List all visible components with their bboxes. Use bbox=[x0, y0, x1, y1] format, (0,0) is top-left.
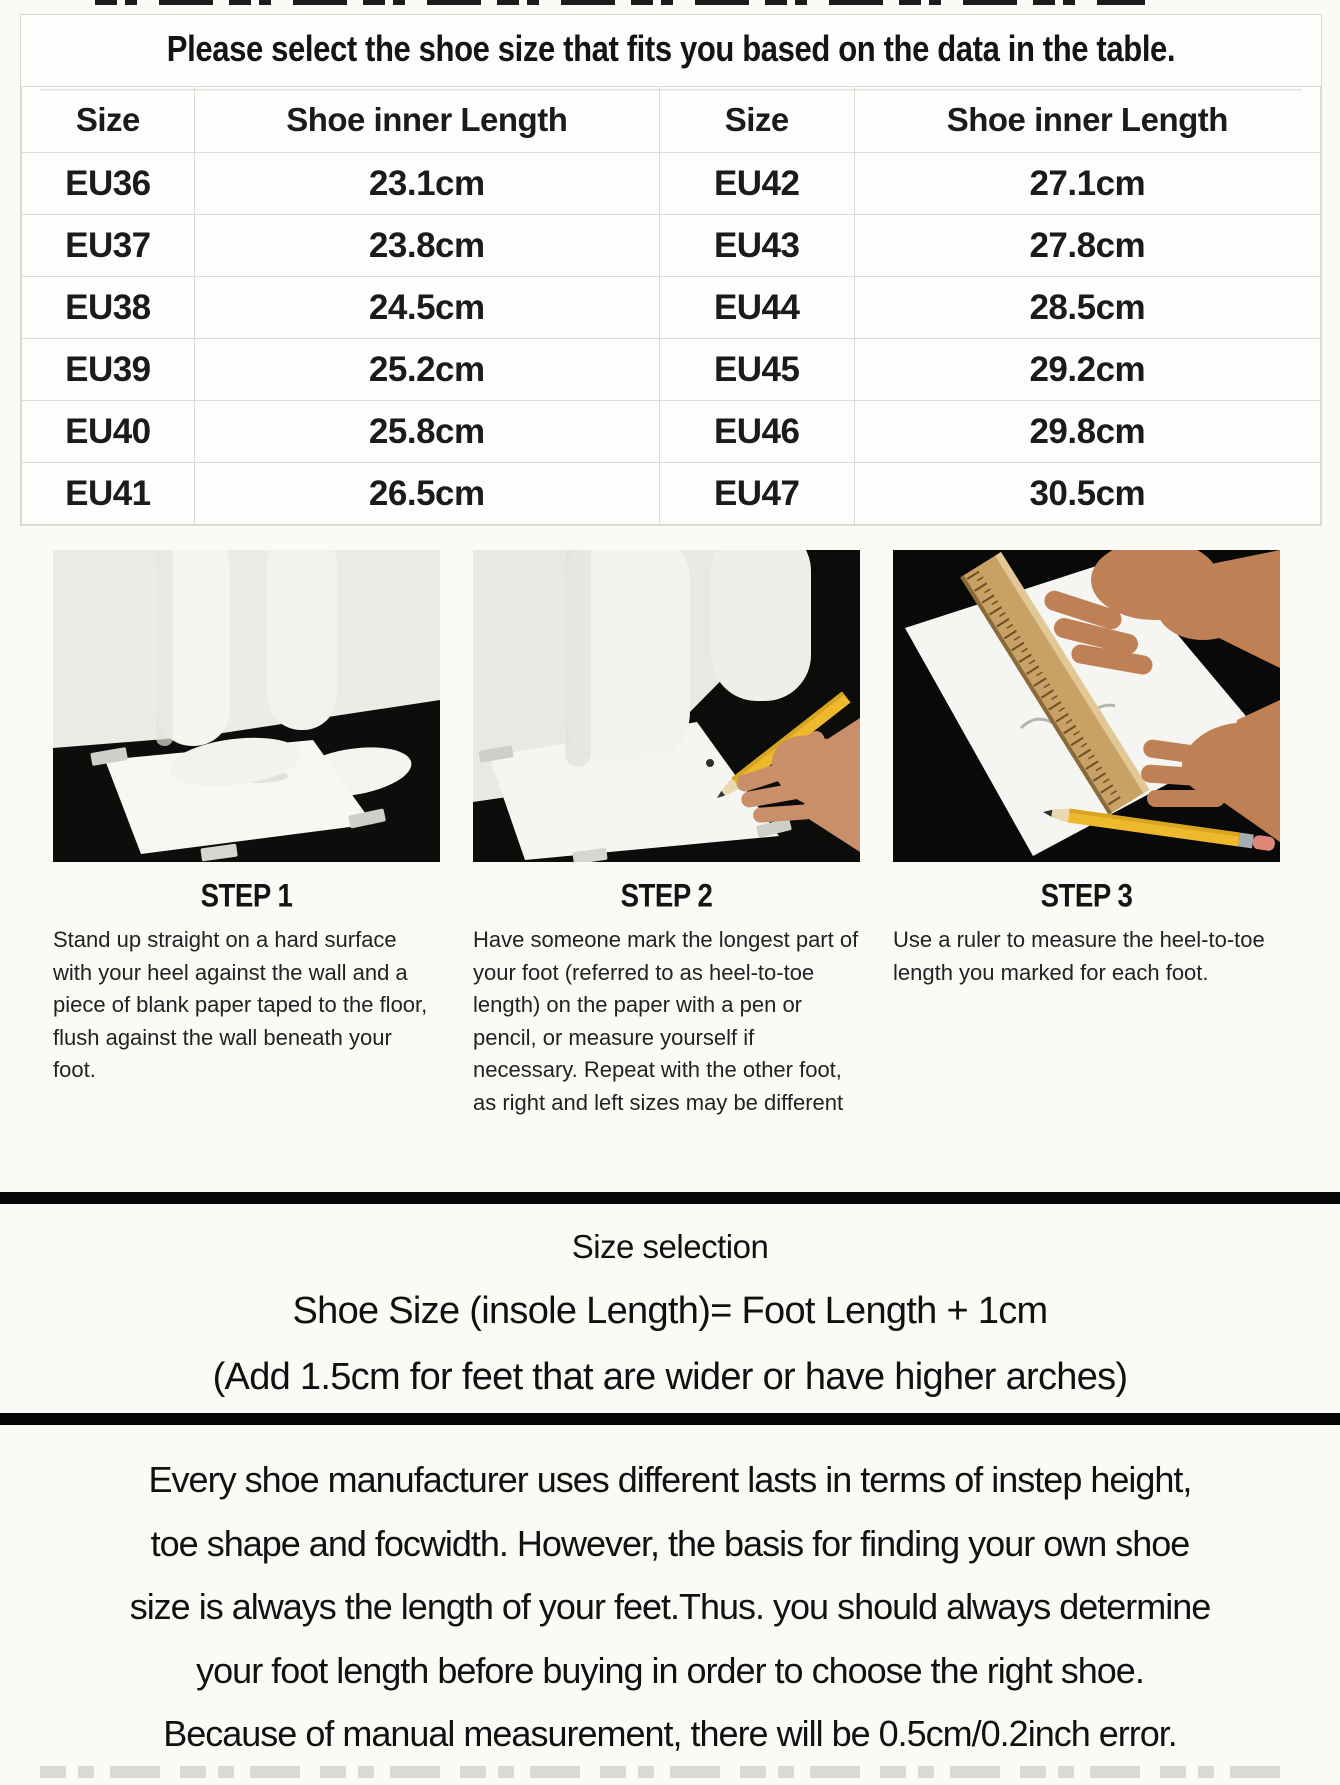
length-cell: 25.2cm bbox=[194, 339, 659, 401]
leg-shading bbox=[565, 550, 591, 767]
table-row bbox=[22, 339, 1321, 401]
size-table-header-row bbox=[22, 87, 1321, 153]
size-cell: EU43 bbox=[659, 215, 854, 277]
size-table-panel bbox=[20, 14, 1322, 526]
length-cell: 28.5cm bbox=[854, 277, 1320, 339]
mark-dot bbox=[706, 759, 714, 767]
disclaimer-paragraph bbox=[0, 1448, 1340, 1766]
step2-photo bbox=[473, 550, 860, 862]
size-cell: EU39 bbox=[22, 339, 195, 401]
header-length-right: Shoe inner Length bbox=[854, 87, 1320, 153]
step3-description: Use a ruler to measure the heel-to-toe length you marked for each foot. bbox=[893, 927, 1265, 985]
header-length-left: Shoe inner Length bbox=[194, 87, 659, 153]
step1-photo bbox=[53, 550, 440, 862]
pencil-ferrule bbox=[1238, 833, 1254, 849]
measurement-steps bbox=[0, 550, 1340, 1119]
step3-label: STEP 3 bbox=[1040, 878, 1133, 915]
size-cell: EU38 bbox=[22, 277, 195, 339]
table-row bbox=[22, 401, 1321, 463]
page-title: Please select the shoe size that fits you based on the data in the table. bbox=[41, 11, 1302, 91]
table-row bbox=[22, 463, 1321, 525]
size-cell: EU47 bbox=[659, 463, 854, 525]
knuckle-shape bbox=[1157, 576, 1249, 640]
size-table bbox=[21, 86, 1321, 525]
divider-bar-top bbox=[0, 1192, 1340, 1204]
length-cell: 23.8cm bbox=[194, 215, 659, 277]
length-cell: 23.1cm bbox=[194, 153, 659, 215]
length-cell: 27.1cm bbox=[854, 153, 1320, 215]
size-cell: EU42 bbox=[659, 153, 854, 215]
length-cell: 29.2cm bbox=[854, 339, 1320, 401]
size-cell: EU44 bbox=[659, 277, 854, 339]
step1-photo-illustration bbox=[53, 550, 440, 862]
table-row bbox=[22, 153, 1321, 215]
size-cell: EU40 bbox=[22, 401, 195, 463]
size-cell: EU46 bbox=[659, 401, 854, 463]
length-cell: 30.5cm bbox=[854, 463, 1320, 525]
length-cell: 26.5cm bbox=[194, 463, 659, 525]
cropped-text-top bbox=[95, 0, 1145, 5]
step1-column bbox=[53, 550, 440, 1119]
step2-label: STEP 2 bbox=[620, 878, 713, 915]
size-cell: EU36 bbox=[22, 153, 195, 215]
right-leg-shape bbox=[267, 550, 337, 730]
table-row bbox=[22, 277, 1321, 339]
size-selection-section bbox=[0, 1204, 1340, 1399]
disclaimer-line: your foot length before buying in order to choose the right shoe. bbox=[196, 1649, 1144, 1691]
size-cell: EU45 bbox=[659, 339, 854, 401]
table-row bbox=[22, 215, 1321, 277]
disclaimer-line: Because of manual measurement, there will be 0.5cm/0.2inch error. bbox=[163, 1713, 1177, 1754]
step3-column bbox=[893, 550, 1280, 1119]
step2-description: Have someone mark the longest part of your foot (referred to as heel-to-toe length) on the paper with a pen or pencil, or measure yourself if necessary. Repeat with the other foot, as right and left sizes may be different bbox=[473, 927, 859, 1115]
finger-shape bbox=[1147, 790, 1225, 807]
header-size-right: Size bbox=[659, 87, 854, 153]
size-formula: Shoe Size (insole Length)= Foot Length + 1cm bbox=[292, 1290, 1048, 1332]
length-cell: 24.5cm bbox=[194, 277, 659, 339]
length-cell: 29.8cm bbox=[854, 401, 1320, 463]
leg-shading bbox=[156, 550, 173, 746]
size-cell: EU37 bbox=[22, 215, 195, 277]
cropped-text-bottom bbox=[40, 1766, 1300, 1778]
size-formula-note: (Add 1.5cm for feet that are wider or have higher arches) bbox=[212, 1356, 1128, 1398]
step2-photo-illustration bbox=[473, 550, 860, 862]
length-cell: 25.8cm bbox=[194, 401, 659, 463]
right-leg-shape bbox=[711, 550, 811, 701]
size-selection-heading: Size selection bbox=[571, 1228, 769, 1265]
step1-label: STEP 1 bbox=[200, 878, 293, 915]
divider-bar-bottom bbox=[0, 1413, 1340, 1425]
disclaimer-line: size is always the length of your feet.Thus. you should always determine bbox=[129, 1586, 1211, 1627]
disclaimer-line: toe shape and focwidth. However, the basis for finding your own shoe bbox=[150, 1522, 1190, 1564]
size-cell: EU41 bbox=[22, 463, 195, 525]
disclaimer-line: Every shoe manufacturer uses different lasts in terms of instep height, bbox=[148, 1459, 1192, 1500]
step3-photo-illustration bbox=[893, 550, 1280, 862]
step2-column bbox=[473, 550, 860, 1119]
header-size-left: Size bbox=[22, 87, 195, 153]
step1-description: Stand up straight on a hard surface with your heel against the wall and a piece of blank paper taped to the floor, flush against the wall beneath your foot. bbox=[53, 927, 428, 1082]
length-cell: 27.8cm bbox=[854, 215, 1320, 277]
step3-photo bbox=[893, 550, 1280, 862]
